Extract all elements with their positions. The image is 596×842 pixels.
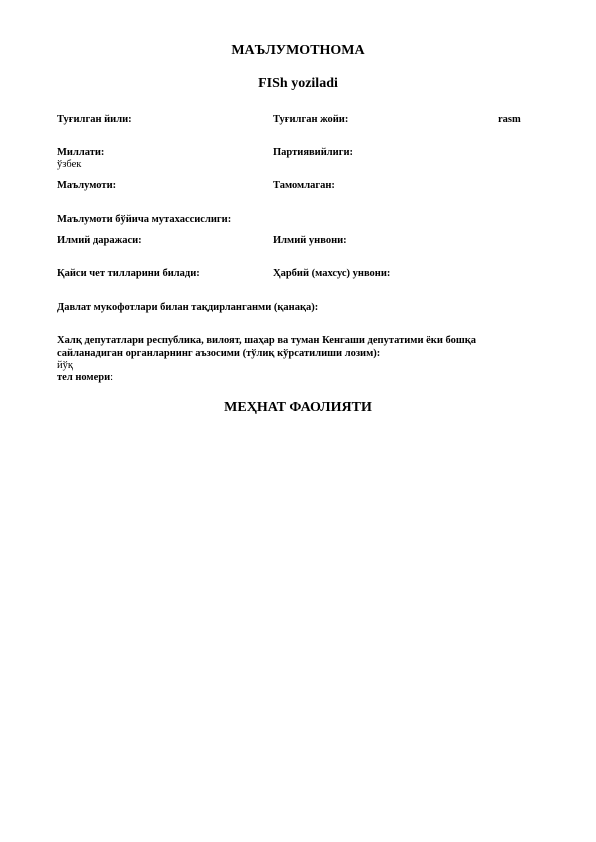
nationality-value: ўзбек <box>57 159 82 170</box>
birth-place-label: Туғилган жойи: <box>273 114 349 125</box>
academic-title-label: Илмий унвони: <box>273 235 347 246</box>
languages-label: Қайси чет тилларини билади: <box>57 268 200 279</box>
education-label: Маълумоти: <box>57 180 117 191</box>
deputy-value: йўқ <box>57 360 73 371</box>
phone-colon: : <box>110 372 114 383</box>
birth-year-label: Туғилган йили: <box>57 114 132 125</box>
photo-placeholder-label: rasm <box>498 114 521 125</box>
academic-degree-label: Илмий даражаси: <box>57 235 142 246</box>
document-subtitle: FISh yoziladi <box>258 76 338 91</box>
deputy-label-line1: Халқ депутатлари республика, вилоят, шаҳар ва туман Кенгаши депутатими ёки бошқа <box>57 335 477 346</box>
awards-label: Давлат мукофотлари билан тақдирланганми (қанақа): <box>57 302 319 313</box>
graduated-label: Тамомлаган: <box>273 180 335 191</box>
document-title: МАЪЛУМОТНОМА <box>231 43 365 58</box>
specialty-label: Маълумоти бўйича мутахассислиги: <box>57 214 232 225</box>
party-label: Партиявийлиги: <box>273 147 354 158</box>
military-rank-label: Ҳарбий (махсус) унвони: <box>273 268 391 279</box>
nationality-label: Миллати: <box>57 147 105 158</box>
deputy-label-line2: сайланадиган органларнинг аъзосими (тўлиқ кўрсатилиши лозим): <box>57 348 381 359</box>
phone-row <box>57 371 113 384</box>
work-activity-heading: МЕҲНАТ ФАОЛИЯТИ <box>224 400 372 415</box>
phone-label: тел номери <box>57 372 111 383</box>
